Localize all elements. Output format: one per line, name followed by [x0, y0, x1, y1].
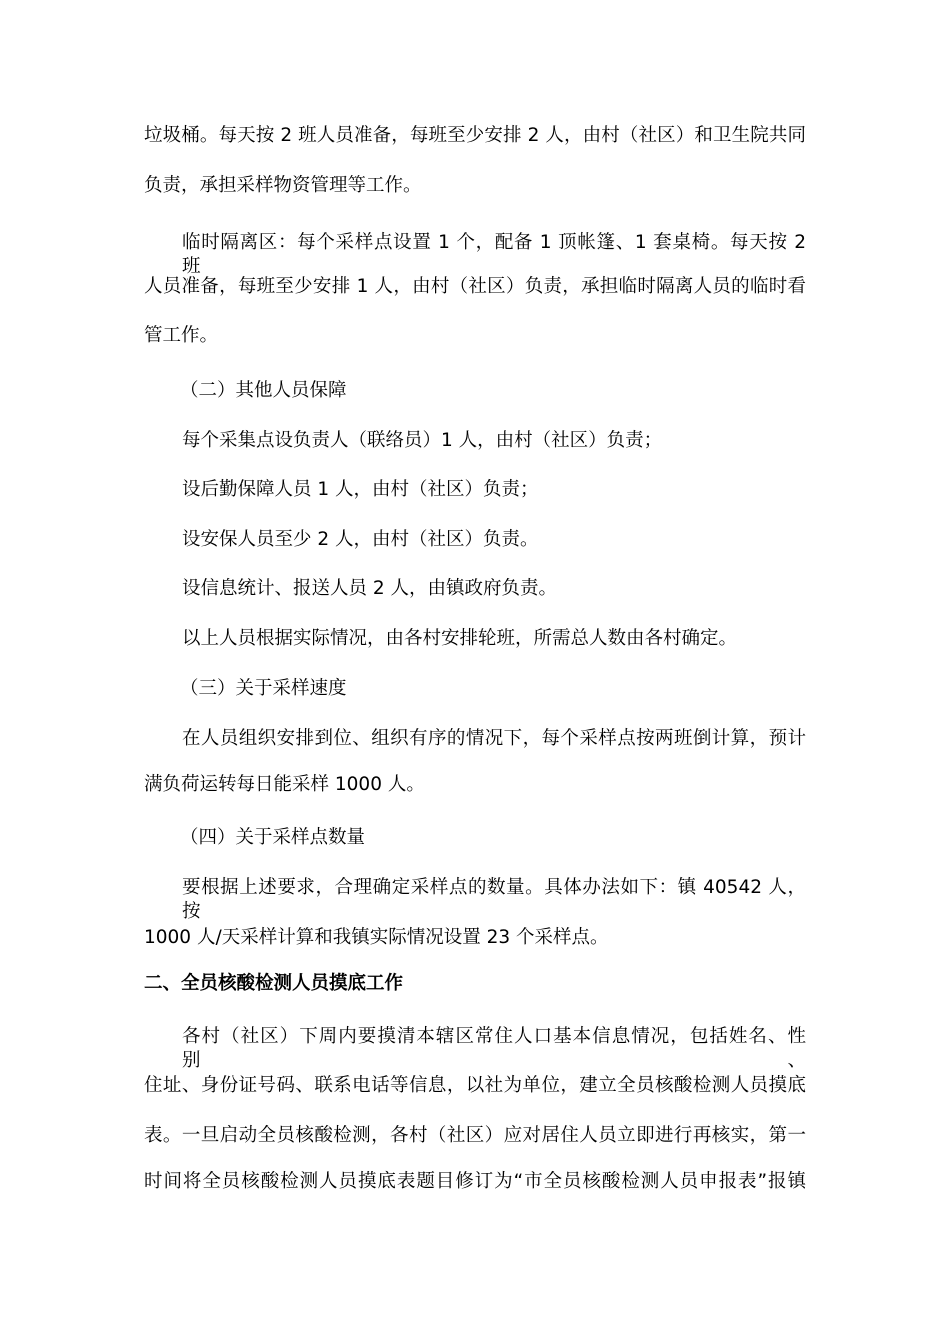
section-subheading: （二）其他人员保障 [180, 380, 347, 401]
section-subheading: （四）关于采样点数量 [180, 827, 366, 848]
paragraph-line: 临时隔离区：每个采样点设置 1 个，配备 1 顶帐篷、1 套桌椅。每天按 2 班 [182, 232, 806, 277]
paragraph-line: 1000 人/天采样计算和我镇实际情况设置 23 个采样点。 [144, 927, 609, 948]
paragraph-line: 住址、身份证号码、联系电话等信息，以社为单位，建立全员核酸检测人员摸底 [144, 1075, 806, 1096]
section-heading: 二、全员核酸检测人员摸底工作 [144, 973, 404, 994]
paragraph-line: 时间将全员核酸检测人员摸底表题目修订为“市全员核酸检测人员申报表”报镇 [144, 1171, 806, 1192]
section-subheading: （三）关于采样速度 [180, 678, 347, 699]
paragraph-line: 满负荷运转每日能采样 1000 人。 [144, 774, 425, 795]
paragraph-line: 要根据上述要求，合理确定采样点的数量。具体办法如下：镇 40542 人，按 [182, 877, 806, 922]
paragraph-line: 人员准备，每班至少安排 1 人，由村（社区）负责，承担临时隔离人员的临时看 [144, 276, 806, 297]
paragraph-line: 垃圾桶。每天按 2 班人员准备，每班至少安排 2 人，由村（社区）和卫生院共同 [144, 125, 806, 146]
paragraph-line: 以上人员根据实际情况，由各村安排轮班，所需总人数由各村确定。 [182, 628, 738, 649]
paragraph-line: 设安保人员至少 2 人，由村（社区）负责。 [182, 529, 539, 550]
paragraph-line: 设信息统计、报送人员 2 人，由镇政府负责。 [182, 578, 558, 599]
paragraph-line: 在人员组织安排到位、组织有序的情况下，每个采样点按两班倒计算，预计 [182, 728, 806, 749]
paragraph-line: 表。一旦启动全员核酸检测，各村（社区）应对居住人员立即进行再核实，第一 [144, 1125, 806, 1146]
paragraph-line: 各村（社区）下周内要摸清本辖区常住人口基本信息情况，包括姓名、性别、 [182, 1026, 806, 1071]
paragraph-line: 每个采集点设负责人（联络员）1 人，由村（社区）负责； [182, 430, 663, 451]
paragraph-line: 负责，承担采样物资管理等工作。 [144, 175, 422, 196]
paragraph-line: 管工作。 [144, 325, 219, 346]
paragraph-line: 设后勤保障人员 1 人，由村（社区）负责； [182, 479, 539, 500]
